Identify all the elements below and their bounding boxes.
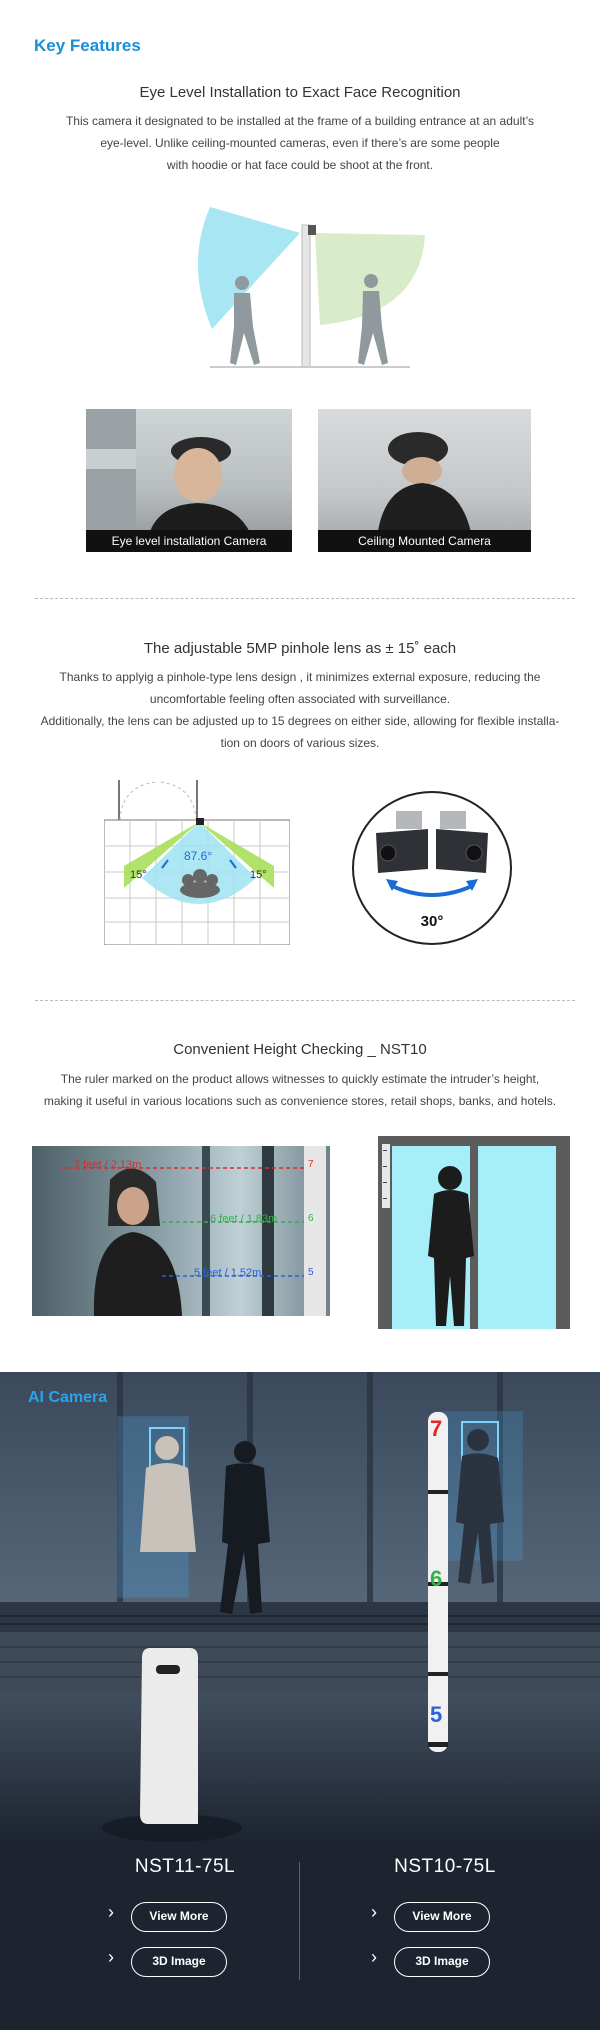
divider — [35, 598, 575, 599]
section3-text — [20, 1068, 580, 1112]
rotation-label: 30° — [420, 913, 444, 930]
door-silhouette-diagram — [378, 1136, 570, 1329]
pole-number-6: 6 — [430, 1566, 443, 1591]
ruler-label-7ft: 7 feet / 2.13m — [74, 1159, 142, 1171]
ruler-number-6: 6 — [308, 1213, 314, 1224]
photo-caption-eye-level: Eye level installation Camera — [86, 530, 292, 552]
product-name-nst11: NST11-75L — [134, 1856, 236, 1877]
section3-line: The ruler marked on the product allows witnesses to quickly estimate the intruder’s height, — [60, 1072, 540, 1086]
section1-heading: Eye Level Installation to Exact Face Recognition — [139, 84, 461, 101]
product-divider — [299, 1862, 300, 1980]
ruler-number-7: 7 — [308, 1159, 314, 1170]
section2-line: uncomfortable feeling often associated with surveillance. — [149, 692, 451, 706]
chevron-right-icon: › — [108, 1902, 114, 1922]
product-name-nst10: NST10-75L — [394, 1856, 496, 1877]
ruler-label-5ft: 5 feet / 1.52m — [194, 1267, 262, 1279]
eye-level-photo — [86, 409, 292, 552]
section2-line: Thanks to applyig a pinhole-type lens design , it minimizes external exposure, reducing the — [59, 670, 541, 684]
ruler-number-5: 5 — [308, 1267, 314, 1278]
angle-right-label: 15° — [250, 869, 267, 881]
view-more-button-nst10[interactable]: View More — [394, 1902, 490, 1932]
angle-left-label: 15° — [130, 869, 147, 881]
angle-center-label: 87.6° — [184, 849, 213, 863]
ceiling-mounted-photo — [318, 409, 531, 552]
photo-caption-ceiling: Ceiling Mounted Camera — [318, 530, 531, 552]
ai-camera-section — [0, 1372, 600, 2030]
section3-heading: Convenient Height Checking _ NST10 — [173, 1041, 427, 1058]
divider — [35, 1000, 575, 1001]
section2-heading: The adjustable 5MP pinhole lens as ± 15˚ each — [143, 640, 457, 657]
section1-line: eye-level. Unlike ceiling-mounted cameras, even if there’s are some people — [100, 136, 500, 150]
section2-text — [20, 666, 580, 754]
lens-angle-diagram — [104, 780, 290, 945]
chevron-right-icon: › — [108, 1947, 114, 1967]
chevron-right-icon: › — [371, 1947, 377, 1967]
3d-image-button-nst10[interactable]: 3D Image — [394, 1947, 490, 1977]
section1-text — [20, 110, 580, 176]
section1-line: with hoodie or hat face could be shoot at the front. — [166, 158, 434, 172]
section1-line: This camera it designated to be installed at the frame of a building entrance at an adult’s — [65, 114, 535, 128]
chevron-right-icon: › — [371, 1902, 377, 1922]
key-features-title: Key Features — [34, 36, 141, 55]
lens-rotation-diagram — [352, 791, 512, 945]
section2-line: Additionally, the lens can be adjusted up to 15 degrees on either side, allowing for flexible installa- — [40, 714, 560, 728]
ai-camera-title: AI Camera — [28, 1389, 108, 1406]
3d-image-button-nst11[interactable]: 3D Image — [131, 1947, 227, 1977]
ruler-label-6ft: 6 feet / 1.83m — [210, 1213, 278, 1225]
intruder-ruler-photo — [32, 1146, 330, 1316]
view-more-button-nst11[interactable]: View More — [131, 1902, 227, 1932]
pole-number-7: 7 — [430, 1416, 443, 1441]
pole-number-5: 5 — [430, 1702, 443, 1727]
section3-line: making it useful in various locations such as convenience stores, retail shops, banks, and hotels. — [43, 1094, 557, 1108]
eye-level-diagram — [190, 205, 430, 370]
section2-line: tion on doors of various sizes. — [220, 736, 380, 750]
